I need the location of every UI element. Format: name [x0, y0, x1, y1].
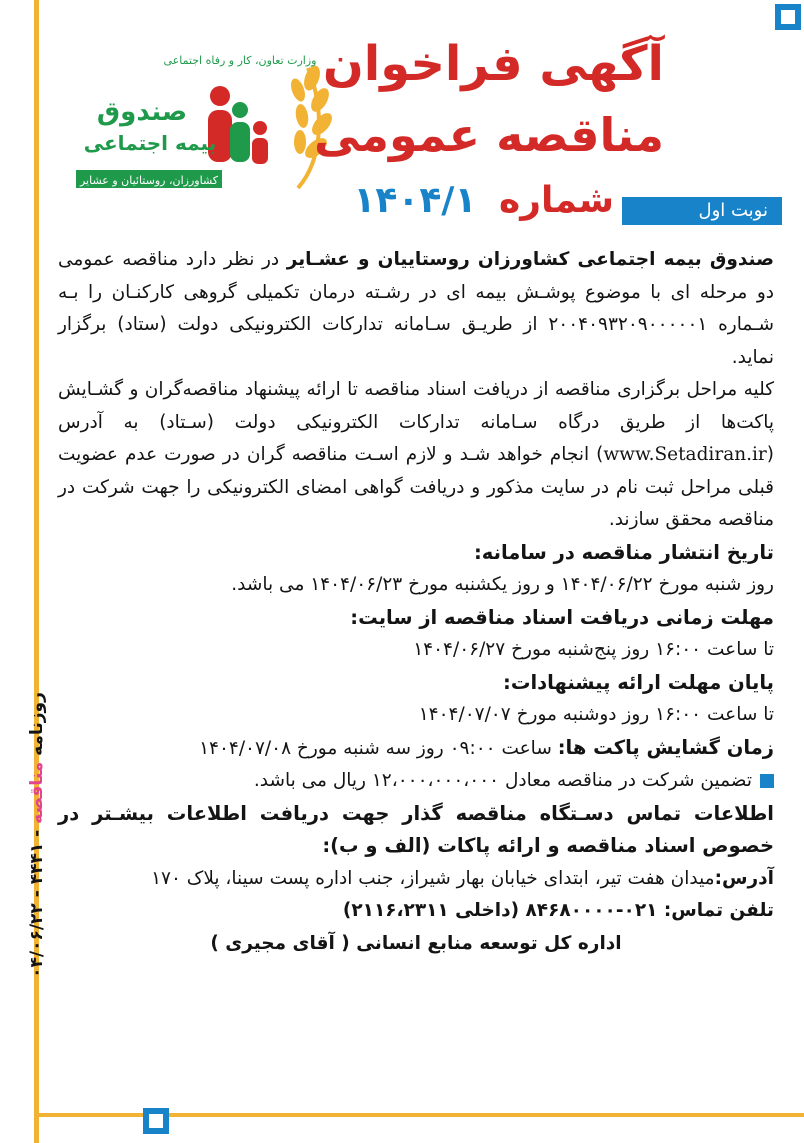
publish-heading: تاریخ انتشار مناقصه در سامانه:	[474, 540, 774, 564]
opening-heading: زمان گشایش پاکت ها:	[557, 735, 774, 759]
bids-heading: پایان مهلت ارائه پیشنهادات:	[503, 670, 774, 694]
intro-org: صندوق بیمه اجتماعی کشاورزان روستاییان و عشـایر	[286, 249, 774, 270]
phone-label: تلفن تماس:	[663, 900, 774, 921]
title-line-2: مناقصه عمومی	[313, 108, 664, 162]
address-line	[58, 863, 774, 896]
phone-line	[58, 895, 774, 928]
docs-text: تا ساعت ۱۶:۰۰ روز پنج‌شنبه مورخ ۱۴۰۴/۰۶/۲۷	[413, 639, 774, 660]
bids-text: تا ساعت ۱۶:۰۰ روز دوشنبه مورخ ۱۴۰۴/۰۷/۰۷	[418, 704, 774, 725]
number-value: ۱۴۰۴/۱	[353, 180, 477, 221]
phone-text: ۰۲۱-۸۴۶۸۰۰۰۰ (داخلی ۲۱۱۶،۲۳۱۱)	[342, 900, 664, 921]
department-line: اداره کل توسعه منابع انسانی ( آقای مجیری )	[210, 932, 622, 954]
intro-rest: در نظر دارد مناقصه عمومی دو مرحله ای با موضوع پوشـش بیمه ای در رشـته درمان تکمیلی گروهی کارکنـان را بـه شـماره ۲۰۰۴۰۹۳۲۰۹۰۰۰۰۰۱ از طریـق سـامانه تدارکات الکترونیکی دولت (ستاد) برگزار نماید.	[58, 249, 774, 368]
fund-logo	[62, 38, 332, 198]
guarantee-text: تضمین شرکت در مناقصه معادل ۱۲،۰۰۰،۰۰۰،۰۰۰ ریال می باشد.	[253, 770, 752, 791]
bullet-icon	[760, 774, 774, 788]
number-label: شماره	[498, 180, 614, 221]
ministry-text: وزارت تعاون، کار و رفاه اجتماعی	[163, 54, 317, 67]
family-icon	[208, 86, 268, 164]
website-link[interactable]: www.Setadiran.ir	[603, 444, 767, 465]
process-text-b: ) انجام خواهد شـد و لازم اسـت مناقصه گران در صورت عدم عضویت قبلی مراحل ثبت نام در سایت مذکور و دریافت گواهی امضای الکترونیکی را جهت شرکت در مناقصه محقق سازند.	[58, 444, 774, 530]
address-label: آدرس:	[714, 867, 774, 889]
corner-square-icon	[775, 4, 801, 30]
process-paragraph	[58, 374, 774, 537]
title-line-1: آگهی فراخوان	[322, 36, 664, 92]
intro-paragraph	[58, 244, 774, 374]
opening-line	[58, 732, 774, 766]
opening-text: ساعت ۰۹:۰۰ روز سه شنبه مورخ ۱۴۰۴/۰۷/۰۸	[199, 737, 558, 759]
logo-name-line1: صندوق	[96, 97, 188, 127]
guarantee-line	[58, 765, 774, 798]
ordinal-badge: نوبت اول	[622, 197, 782, 225]
logo-subtitle: کشاورزان، روستائیان و عشایر	[79, 174, 219, 187]
tender-number	[353, 180, 614, 221]
address-text: میدان هفت تیر، ابتدای خیابان بهار شیراز، جنب اداره پست سینا، پلاک ۱۷۰	[151, 867, 715, 889]
logo-name-line2: بیمه اجتماعی	[83, 131, 217, 155]
newspaper-side-label	[27, 685, 49, 985]
corner-square-icon	[143, 1108, 169, 1134]
process-text-a: کلیه مراحل برگزاری مناقصه از دریافت اسناد مناقصه تا ارائه پیشنهاد مناقصه‌گران و گشـایش پاکت‌ها از طریق درگاه سـامانه تدارکات الکترونیکی دولت (سـتاد) به آدرس (	[58, 379, 774, 465]
side-brand: مناقصه	[27, 761, 47, 824]
side-paper: روزنامه	[27, 692, 47, 756]
docs-heading: مهلت زمانی دریافت اسناد مناقصه از سایت:	[350, 605, 774, 629]
side-issue: - ۴۴۴۱ - ۰۴/۰۶/۲۲	[27, 829, 47, 978]
publish-text: روز شنبه مورخ ۱۴۰۴/۰۶/۲۲ و روز یکشنبه مورخ ۱۴۰۴/۰۶/۲۳ می باشد.	[231, 574, 774, 595]
notice-body	[58, 244, 774, 960]
contact-heading: اطلاعات تماس دسـتگاه مناقصه گذار جهت دریافت اطلاعات بیشـتر در خصوص اسناد مناقصه و ارائه پاکات (الف و ب):	[58, 801, 774, 857]
